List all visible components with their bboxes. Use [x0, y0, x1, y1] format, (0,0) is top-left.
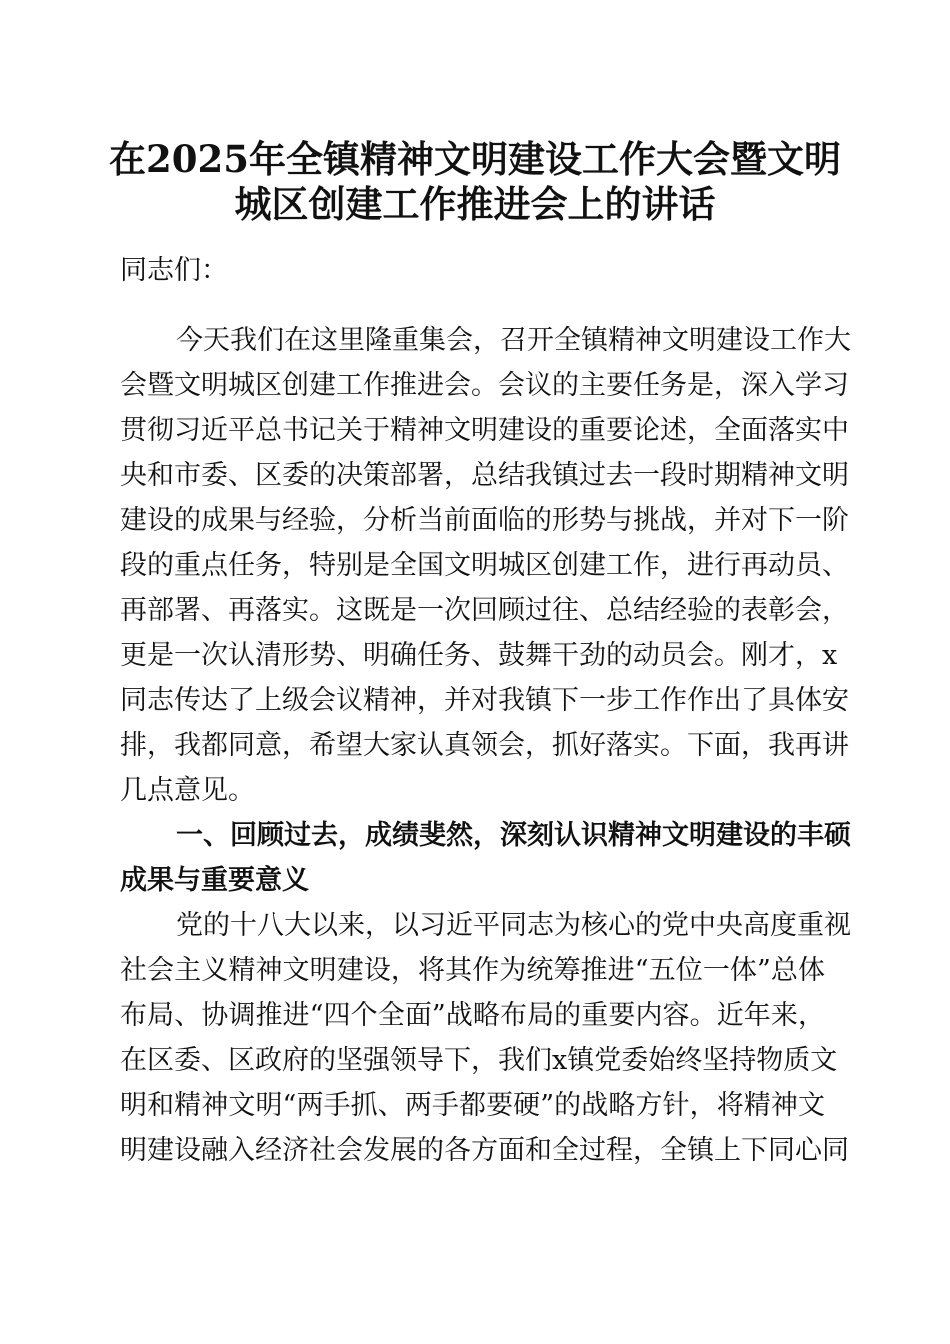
paragraph-2	[120, 903, 851, 1173]
text-line: 央和市委、区委的决策部署，总结我镇过去一段时期精神文明	[120, 460, 849, 491]
text-line: 明和精神文明“两手抓、两手都要硬”的战略方针，将精神文	[120, 1090, 825, 1121]
text-line: 更是一次认清形势、明确任务、鼓舞干劲的动员会。刚才，x	[120, 640, 838, 671]
text-line: 再部署、再落实。这既是一次回顾过往、总结经验的表彰会，	[120, 595, 849, 626]
title-line: 城区创建工作推进会上的讲话	[234, 182, 716, 226]
paragraph-1	[120, 318, 851, 813]
heading-line: 成果与重要意义	[120, 865, 309, 896]
salutation: 同志们：	[120, 255, 228, 286]
text-line: 贯彻习近平总书记关于精神文明建设的重要论述，全面落实中	[120, 415, 849, 446]
document-body	[120, 248, 851, 1173]
text-line: 在区委、区政府的坚强领导下，我们x镇党委始终坚持物质文	[120, 1045, 838, 1076]
title-line: 在2025年全镇精神文明建设工作大会暨文明	[109, 137, 841, 181]
text-line: 今天我们在这里隆重集会，召开全镇精神文明建设工作大	[176, 325, 851, 356]
text-line: 党的十八大以来，以习近平同志为核心的党中央高度重视	[176, 910, 851, 941]
text-line: 同志传达了上级会议精神，并对我镇下一步工作作出了具体安	[120, 685, 849, 716]
text-line: 明建设融入经济社会发展的各方面和全过程，全镇上下同心同	[120, 1135, 849, 1166]
text-line: 几点意见。	[120, 775, 255, 806]
text-line: 建设的成果与经验，分析当前面临的形势与挑战，并对下一阶	[120, 505, 849, 536]
text-line: 社会主义精神文明建设，将其作为统筹推进“五位一体”总体	[120, 955, 825, 986]
document-title	[100, 137, 850, 227]
text-line: 排，我都同意，希望大家认真领会，抓好落实。下面，我再讲	[120, 730, 849, 761]
text-line: 会暨文明城区创建工作推进会。会议的主要任务是，深入学习	[120, 370, 849, 401]
heading-line: 一、回顾过去，成绩斐然，深刻认识精神文明建设的丰硕	[176, 820, 851, 851]
section-heading-1	[120, 813, 851, 903]
text-line: 布局、协调推进“四个全面”战略布局的重要内容。近年来，	[120, 1000, 825, 1031]
text-line: 段的重点任务，特别是全国文明城区创建工作，进行再动员、	[120, 550, 849, 581]
